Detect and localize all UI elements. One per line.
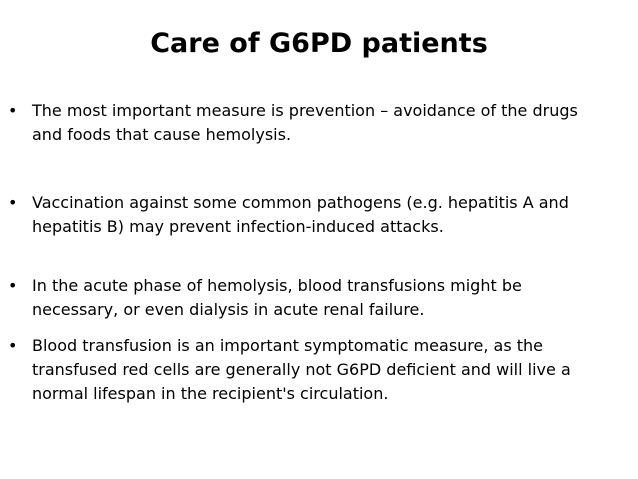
bullet-text: Vaccination against some common pathogens (e.g. hepatitis A and hepatitis B) may prevent infection-induced attacks.	[32, 193, 569, 236]
bullet-marker: •	[8, 276, 18, 295]
slide-title: Care of G6PD patients	[150, 28, 488, 59]
bullet-text: Blood transfusion is an important symptomatic measure, as the transfused red cells are generally not G6PD deficient and will live a normal lifespan in the recipient's circulation.	[32, 336, 571, 403]
bullet-text: In the acute phase of hemolysis, blood transfusions might be necessary, or even dialysis in acute renal failure.	[32, 276, 522, 319]
bullet-marker: •	[8, 193, 18, 212]
bullet-marker: •	[8, 101, 18, 120]
bullet-text: The most important measure is prevention – avoidance of the drugs and foods that cause hemolysis.	[32, 101, 578, 144]
bullet-marker: •	[8, 336, 18, 355]
